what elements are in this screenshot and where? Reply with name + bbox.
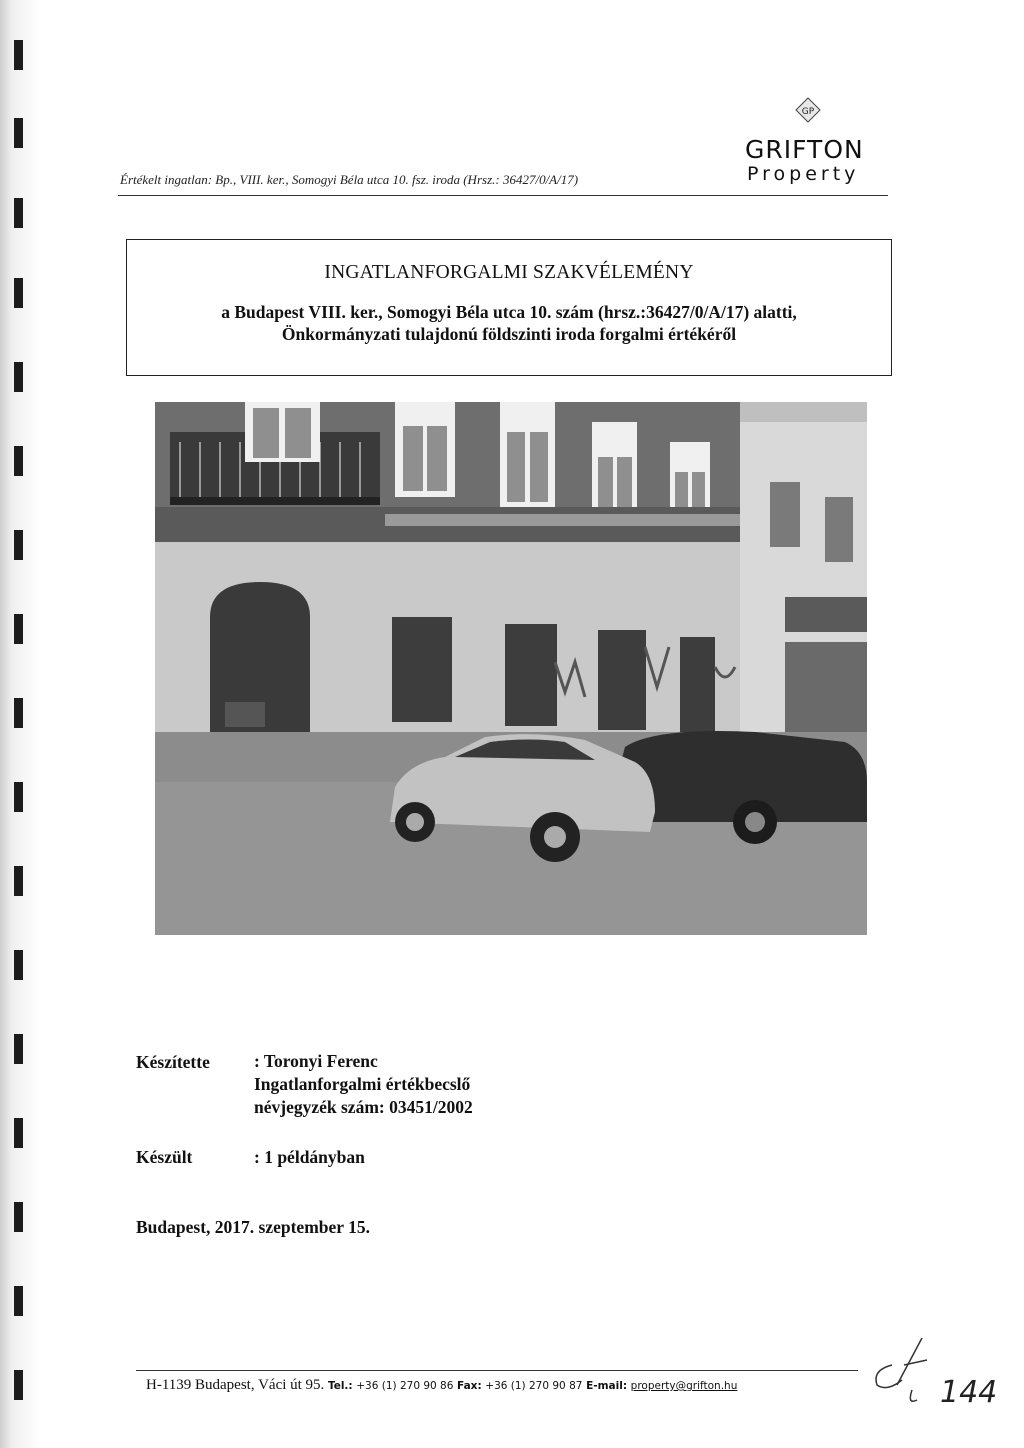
footer-fax-label: Fax: (457, 1380, 482, 1392)
footer-contact-line (146, 1377, 737, 1394)
appraiser-role: Ingatlanforgalmi értékbecslő (254, 1074, 471, 1094)
binding-hole (14, 446, 23, 476)
binding-hole (14, 950, 23, 980)
grifton-logo-icon (795, 97, 821, 123)
report-subject-line-2: Önkormányzati tulajdonú földszinti iroda forgalmi értékéről (281, 324, 737, 344)
report-heading: INGATLANFORGALMI SZAKVÉLEMÉNY (324, 262, 694, 283)
logo-wordmark: GRIFTON (745, 135, 864, 164)
binding-hole (14, 1034, 23, 1064)
report-subject-line-1: a Budapest VIII. ker., Somogyi Béla utca 10. szám (hrsz.:36427/0/A/17) alatti, (221, 302, 797, 322)
copies-value: : 1 példányban (254, 1147, 365, 1167)
footer-email-label: E-mail: (586, 1380, 628, 1392)
binding-hole (14, 1370, 23, 1400)
binding-hole (14, 782, 23, 812)
logo-subtitle: Property (747, 163, 860, 185)
footer-tel-label: Tel.: (327, 1380, 353, 1392)
logo-mark-text: GP (801, 107, 815, 117)
binding-hole (14, 614, 23, 644)
binding-hole (14, 1202, 23, 1232)
binding-hole (14, 866, 23, 896)
handwritten-initials-and-page-number (862, 1330, 1012, 1420)
prepared-by-block (254, 1050, 473, 1119)
binding-hole (14, 1118, 23, 1148)
building-photo (155, 402, 867, 935)
binding-hole (14, 530, 23, 560)
binding-hole (14, 1286, 23, 1316)
appraiser-name: : Toronyi Ferenc (254, 1051, 378, 1071)
footer-tel: +36 (1) 270 90 86 (356, 1380, 454, 1392)
binding-hole (14, 698, 23, 728)
copies-label: Készült (136, 1147, 193, 1167)
scan-binding-edge (0, 0, 40, 1448)
handwritten-page-number: 144 (940, 1375, 998, 1410)
footer-fax: +36 (1) 270 90 87 (485, 1380, 583, 1392)
binding-hole (14, 362, 23, 392)
prepared-by-label: Készítette (136, 1052, 210, 1072)
footer-divider (136, 1370, 858, 1371)
binding-hole (14, 198, 23, 228)
binding-hole (14, 40, 23, 70)
report-title-box (126, 239, 892, 376)
header-divider (118, 195, 888, 196)
footer-address: H-1139 Budapest, Váci út 95. (146, 1377, 325, 1393)
binding-hole (14, 118, 23, 148)
place-and-date: Budapest, 2017. szeptember 15. (136, 1217, 370, 1237)
evaluated-property-line: Értékelt ingatlan: Bp., VIII. ker., Somogyi Béla utca 10. fsz. iroda (Hrsz.: 36427/0/A/17) (120, 172, 579, 187)
footer-email-link[interactable]: property@grifton.hu (630, 1380, 738, 1392)
appraiser-registry-number: névjegyzék szám: 03451/2002 (254, 1097, 473, 1117)
binding-hole (14, 278, 23, 308)
